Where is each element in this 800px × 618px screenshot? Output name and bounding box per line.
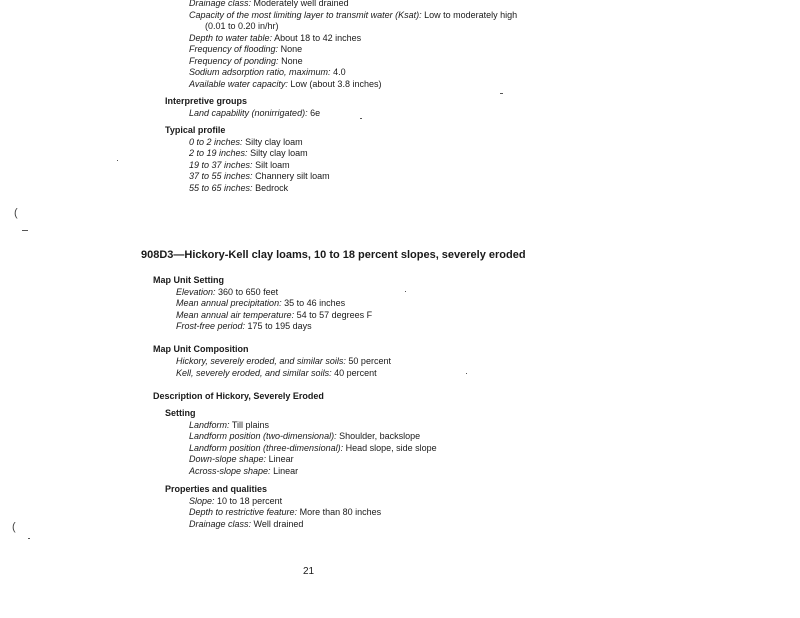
description-heading: Description of Hickory, Severely Eroded [153,391,324,401]
property-line: Sodium adsorption ratio, maximum: 4.0 [189,67,346,77]
scan-speck [405,291,406,292]
setting-line: Frost-free period: 175 to 195 days [176,321,312,331]
scan-speck [28,538,30,539]
scan-speck [466,373,467,374]
typical-profile-heading: Typical profile [165,125,226,135]
setting-line: Down-slope shape: Linear [189,454,294,464]
profile-line: 37 to 55 inches: Channery silt loam [189,171,330,181]
properties-heading: Properties and qualities [165,484,268,494]
property-line: Slope: 10 to 18 percent [189,496,283,506]
scan-speck [500,93,503,94]
property-line: Drainage class: Moderately well drained [189,0,349,8]
profile-line: 0 to 2 inches: Silty clay loam [189,137,303,147]
setting-line: Landform: Till plains [189,420,270,430]
profile-line: 2 to 19 inches: Silty clay loam [189,148,308,158]
property-line: Depth to water table: About 18 to 42 inches [189,33,362,43]
property-line: Frequency of ponding: None [189,56,303,66]
property-line: Land capability (nonirrigated): 6e [189,108,321,118]
setting-heading: Setting [165,408,196,418]
map-unit-setting-heading: Map Unit Setting [153,275,224,285]
property-line: Depth to restrictive feature: More than 80 inches [189,507,382,517]
setting-line: Across-slope shape: Linear [189,466,299,476]
composition-line: Hickory, severely eroded, and similar soils: 50 percent [176,356,391,366]
setting-line: Landform position (two-dimensional): Shoulder, backslope [189,431,421,441]
property-line: Drainage class: Well drained [189,519,304,529]
composition-line: Kell, severely eroded, and similar soils: 40 percent [176,368,377,378]
interpretive-groups-heading: Interpretive groups [165,96,248,106]
scan-speck [22,230,28,231]
property-line: Capacity of the most limiting layer to transmit water (Ksat): Low to moderately high [189,10,518,20]
property-line: Available water capacity: Low (about 3.8 inches) [189,79,382,89]
setting-line: Landform position (three-dimensional): Head slope, side slope [189,443,437,453]
scan-speck [117,160,118,161]
setting-line: Elevation: 360 to 650 feet [176,287,279,297]
profile-line: 55 to 65 inches: Bedrock [189,183,289,193]
map-unit-composition-heading: Map Unit Composition [153,344,249,354]
map-unit-title: 908D3—Hickory-Kell clay loams, 10 to 18 percent slopes, severely eroded [141,249,526,261]
setting-line: Mean annual precipitation: 35 to 46 inches [176,298,346,308]
property-line-continuation: (0.01 to 0.20 in/hr) [205,21,279,31]
scan-speck [360,118,362,119]
punch-hole-mark: ( [12,521,16,533]
punch-hole-mark: ( [14,207,18,219]
property-line: Frequency of flooding: None [189,44,303,54]
profile-line: 19 to 37 inches: Silt loam [189,160,290,170]
setting-line: Mean annual air temperature: 54 to 57 degrees F [176,310,373,320]
page-number: 21 [303,566,315,577]
